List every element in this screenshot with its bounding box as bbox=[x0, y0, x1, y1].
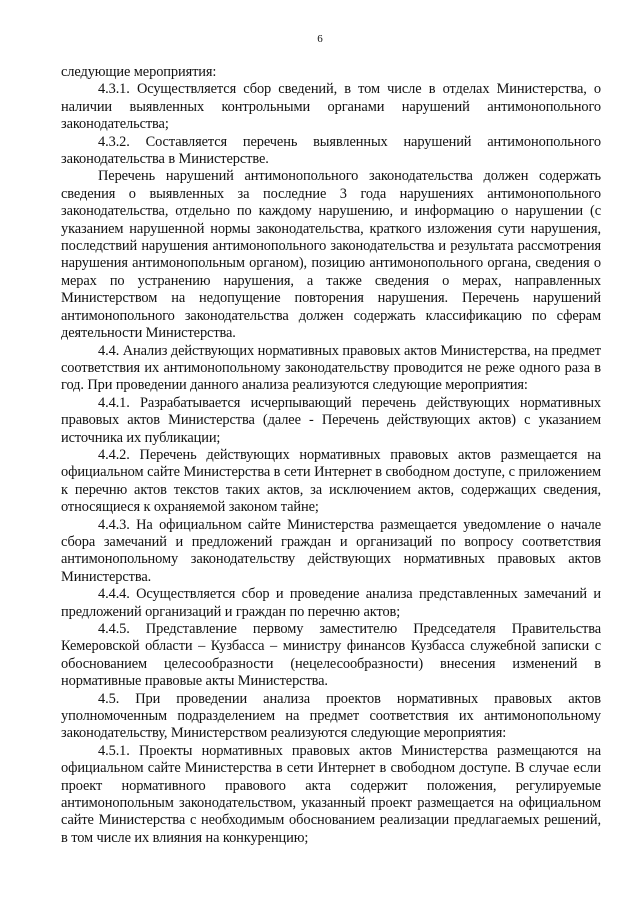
paragraph-4-4-1: 4.4.1. Разрабатывается исчерпывающий перечень действующих нормативных правовых актов Министерства (далее - Перечень действующих актов) с указанием источника их публикации; bbox=[61, 394, 601, 446]
paragraph-4-4-3: 4.4.3. На официальном сайте Министерства размещается уведомление о начале сбора замечаний и предложений граждан и организаций по вопросу соответствия антимонопольному законодательству действующих нормативных правовых актов Министерства. bbox=[61, 516, 601, 585]
paragraph-4-4-4: 4.4.4. Осуществляется сбор и проведение анализа представленных замечаний и предложений организаций и граждан по перечню актов; bbox=[61, 586, 601, 620]
paragraph-violations-list: Перечень нарушений антимонопольного законодательства должен содержать сведения о выявленных за последние 3 года нарушениях антимонопольного законодательства, отдельно по каждому нарушению, и информацию о нарушении (с указанием нарушенной нормы законодательства, краткого изложения сути нарушения, последствий нарушения антимонопольного законодательства и результата рассмотрения нарушения антимонопольным органом), позицию антимонопольного органа, сведения о мерах по устранению нарушения, а также сведения о мерах, направленных Министерством на недопущение повторения нарушения. Перечень нарушений антимонопольного законодательства должен содержать классификацию по сферам деятельности Министерства. bbox=[61, 168, 601, 342]
document-body bbox=[61, 64, 601, 847]
paragraph-4-4: 4.4. Анализ действующих нормативных правовых актов Министерства, на предмет соответствия их антимонопольному законодательству проводится не реже одного раза в год. При проведении данного анализа реализуются следующие мероприятия: bbox=[61, 342, 601, 394]
paragraph-4-5-1: 4.5.1. Проекты нормативных правовых актов Министерства размещаются на официальном сайте Министерства в сети Интернет в свободном доступе. В случае если проект нормативного правового акта содержит положения, регулируемые антимонопольным законодательством, указанный проект размещается на официальном сайте Министерства с необходимым обоснованием реализации предлагаемых решений, в том числе их влияния на конкуренцию; bbox=[61, 742, 601, 846]
paragraph-4-3-2: 4.3.2. Составляется перечень выявленных нарушений антимонопольного законодательства в Министерстве. bbox=[61, 133, 601, 168]
page-number: 6 bbox=[317, 33, 323, 45]
paragraph-4-3-1: 4.3.1. Осуществляется сбор сведений, в том числе в отделах Министерства, о наличии выявленных контрольными органами нарушений антимонопольного законодательства; bbox=[61, 81, 601, 133]
paragraph-4-5: 4.5. При проведении анализа проектов нормативных правовых актов уполномоченным подразделением на предмет соответствия их антимонопольному законодательству, Министерством реализуются следующие мероприятия: bbox=[61, 690, 601, 742]
paragraph-4-4-2: 4.4.2. Перечень действующих нормативных правовых актов размещается на официальном сайте Министерства в сети Интернет в свободном доступе, с приложением к перечню актов текстов таких актов, за исключением актов, содержащих сведения, относящиеся к охраняемой законом тайне; bbox=[61, 446, 601, 516]
paragraph-4-4-5: 4.4.5. Представление первому заместителю Председателя Правительства Кемеровской области – Кузбасса – министру финансов Кузбасса служебной записки с обоснованием целесообразности (нецелесообразности) внесения изменений в нормативные правовые акты Министерства. bbox=[61, 621, 601, 690]
paragraph-continuation: следующие мероприятия: bbox=[61, 64, 217, 80]
